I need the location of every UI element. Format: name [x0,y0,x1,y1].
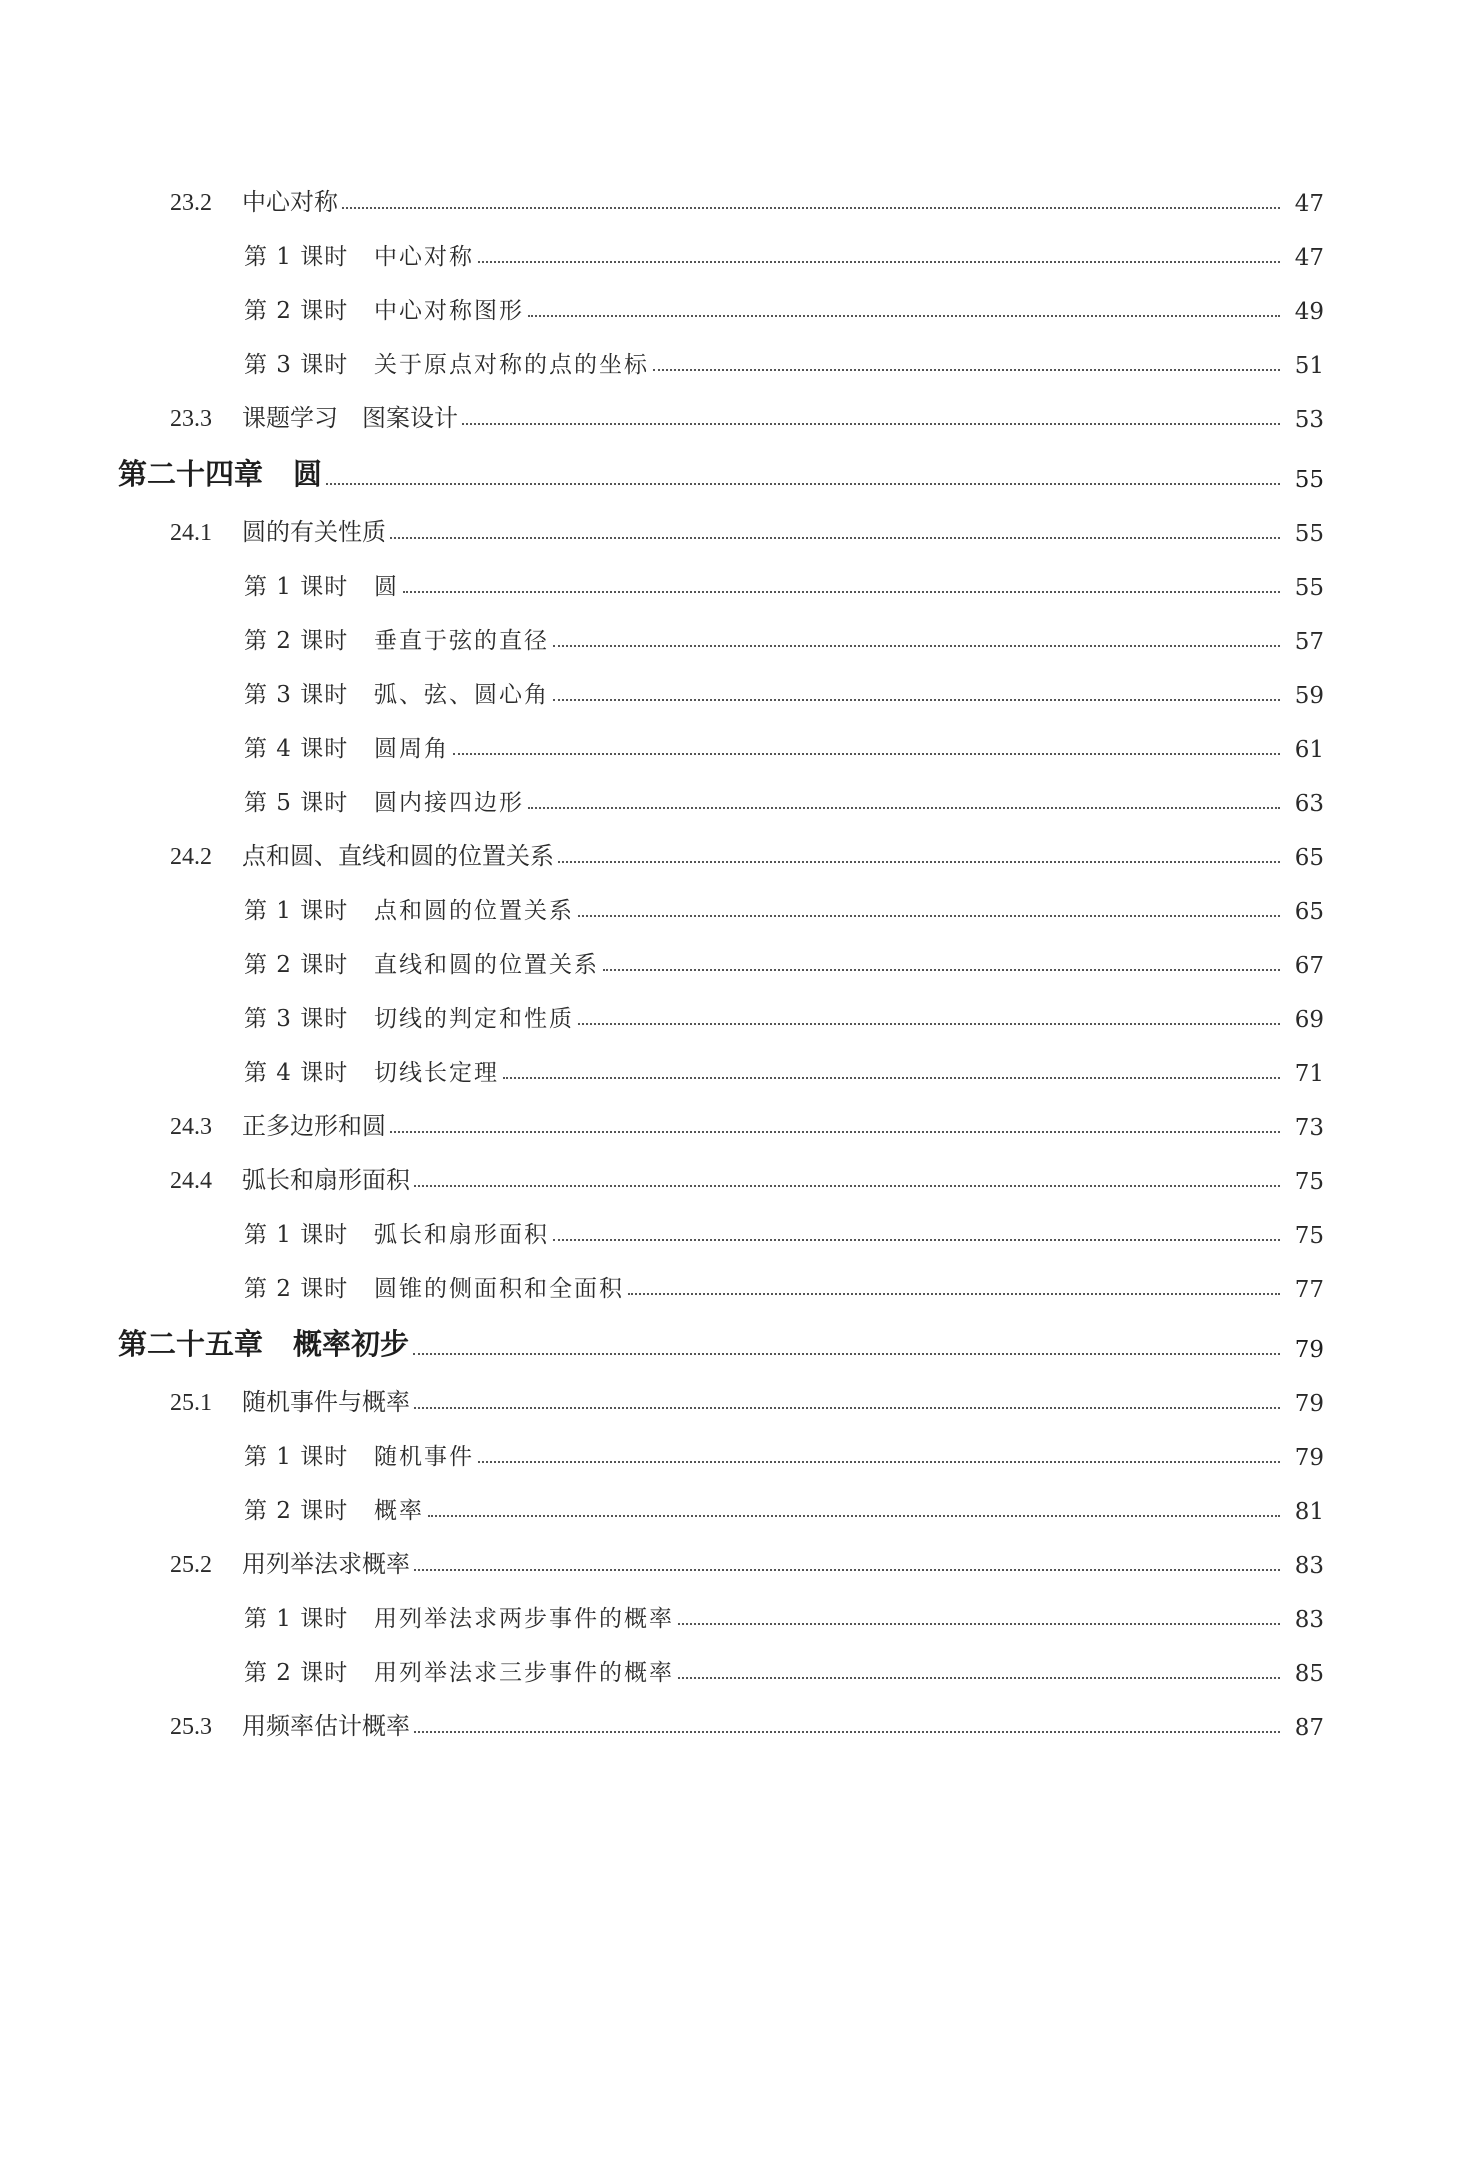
dot-leader [414,1185,1280,1187]
dot-leader [678,1623,1280,1625]
toc-entry-title: 随机事件与概率 [242,1388,410,1416]
toc-entry-number: 第 3 课时 [244,352,349,378]
dot-leader [342,207,1280,209]
toc-section-row[interactable] [0,379,1472,433]
dot-leader [503,1077,1280,1079]
toc-entry-number: 第 2 课时 [244,1498,349,1524]
dot-leader [403,591,1280,593]
dot-leader [453,753,1280,755]
toc-entry-title: 课题学习 图案设计 [242,404,458,432]
toc-entry-page-number: 49 [1294,299,1324,325]
toc-entry-number: 25.2 [170,1552,212,1578]
toc-lesson-row[interactable] [0,547,1472,601]
toc-entry-number: 23.3 [170,406,212,432]
toc-entry-number: 第 2 课时 [244,952,349,978]
toc-lesson-row[interactable] [0,1579,1472,1633]
toc-section-row[interactable] [0,1141,1472,1195]
toc-entry-page-number: 69 [1294,1007,1324,1033]
toc-entry-title: 概率初步 [293,1327,410,1361]
toc-entry-title: 概率 [374,1498,424,1524]
toc-section-row[interactable] [0,1087,1472,1141]
dot-leader [326,483,1280,485]
dot-leader [462,423,1280,425]
dot-leader [428,1515,1280,1517]
toc-entry-title: 圆锥的侧面积和全面积 [374,1276,624,1302]
dot-leader [390,1131,1280,1133]
toc-entry-title: 中心对称 [242,188,338,216]
toc-lesson-row[interactable] [0,979,1472,1033]
toc-entry-page-number: 79 [1294,1445,1324,1471]
toc-entry-title: 圆 [374,574,399,600]
toc-entry-title: 点和圆、直线和圆的位置关系 [242,842,554,870]
dot-leader [553,645,1280,647]
toc-entry-title: 直线和圆的位置关系 [374,952,599,978]
toc-entry-title: 切线长定理 [374,1060,499,1086]
toc-entry-title: 中心对称图形 [374,298,524,324]
toc-lesson-row[interactable] [0,709,1472,763]
toc-entry-number: 第 3 课时 [244,1006,349,1032]
toc-section-row[interactable] [0,1687,1472,1741]
toc-entry-number: 第 1 课时 [244,1222,349,1248]
dot-leader [558,861,1280,863]
toc-lesson-row[interactable] [0,1417,1472,1471]
toc-entry-number: 第 2 课时 [244,1660,349,1686]
toc-section-row[interactable] [0,1525,1472,1579]
toc-entry-title: 弧长和扇形面积 [374,1222,549,1248]
toc-section-row[interactable] [0,1363,1472,1417]
toc-entry-page-number: 53 [1294,407,1324,433]
dot-leader [390,537,1280,539]
toc-entry-page-number: 47 [1294,245,1324,271]
toc-entry-number: 第二十五章 [118,1327,264,1361]
toc-entry-page-number: 61 [1294,737,1324,763]
dot-leader [603,969,1280,971]
toc-lesson-row[interactable] [0,925,1472,979]
toc-entry-page-number: 63 [1294,791,1324,817]
toc-lesson-row[interactable] [0,217,1472,271]
toc-entry-title: 用列举法求概率 [242,1550,410,1578]
dot-leader [414,1407,1280,1409]
toc-entry-page-number: 83 [1294,1607,1324,1633]
toc-entry-number: 第 2 课时 [244,628,349,654]
dot-leader [528,315,1280,317]
dot-leader [578,1023,1280,1025]
toc-entry-page-number: 71 [1294,1061,1324,1087]
toc-entry-page-number: 83 [1294,1553,1324,1579]
table-of-contents [0,163,1472,1741]
toc-entry-number: 第 1 课时 [244,898,349,924]
toc-entry-title: 随机事件 [374,1444,474,1470]
toc-entry-number: 24.3 [170,1114,212,1140]
dot-leader [478,261,1280,263]
toc-entry-title: 用频率估计概率 [242,1712,410,1740]
toc-entry-page-number: 85 [1294,1661,1324,1687]
dot-leader [553,699,1280,701]
toc-entry-title: 点和圆的位置关系 [374,898,574,924]
toc-entry-number: 第 2 课时 [244,298,349,324]
toc-entry-title: 切线的判定和性质 [374,1006,574,1032]
toc-lesson-row[interactable] [0,325,1472,379]
toc-section-row[interactable] [0,163,1472,217]
toc-entry-number: 25.1 [170,1390,212,1416]
toc-lesson-row[interactable] [0,871,1472,925]
toc-entry-page-number: 51 [1294,353,1324,379]
toc-entry-number: 第 2 课时 [244,1276,349,1302]
toc-section-row[interactable] [0,493,1472,547]
dot-leader [478,1461,1280,1463]
toc-entry-title: 用列举法求三步事件的概率 [374,1660,674,1686]
toc-entry-number: 25.3 [170,1714,212,1740]
toc-chapter-row[interactable] [0,433,1472,493]
toc-entry-page-number: 57 [1294,629,1324,655]
toc-entry-number: 第 4 课时 [244,1060,349,1086]
toc-lesson-row[interactable] [0,271,1472,325]
dot-leader [678,1677,1280,1679]
dot-leader [413,1353,1280,1355]
toc-entry-number: 24.1 [170,520,212,546]
toc-chapter-row[interactable] [0,1303,1472,1363]
toc-entry-number: 第 1 课时 [244,1444,349,1470]
toc-entry-page-number: 55 [1294,521,1324,547]
toc-entry-title: 垂直于弦的直径 [374,628,549,654]
toc-entry-number: 第 1 课时 [244,574,349,600]
toc-entry-number: 第二十四章 [118,457,264,491]
toc-entry-page-number: 79 [1294,1391,1324,1417]
dot-leader [414,1569,1280,1571]
toc-entry-page-number: 67 [1294,953,1324,979]
toc-section-row[interactable] [0,817,1472,871]
toc-entry-page-number: 79 [1294,1337,1324,1363]
toc-entry-page-number: 87 [1294,1715,1324,1741]
toc-entry-title: 圆内接四边形 [374,790,524,816]
toc-lesson-row[interactable] [0,1633,1472,1687]
toc-lesson-row[interactable] [0,1249,1472,1303]
toc-entry-page-number: 47 [1294,191,1324,217]
toc-entry-number: 第 5 课时 [244,790,349,816]
toc-entry-number: 23.2 [170,190,212,216]
toc-entry-page-number: 55 [1294,467,1324,493]
toc-entry-title: 圆的有关性质 [242,518,386,546]
toc-entry-page-number: 73 [1294,1115,1324,1141]
toc-entry-title: 弧长和扇形面积 [242,1166,410,1194]
toc-entry-page-number: 75 [1294,1169,1324,1195]
dot-leader [414,1731,1280,1733]
toc-entry-number: 第 1 课时 [244,1606,349,1632]
dot-leader [528,807,1280,809]
toc-entry-page-number: 55 [1294,575,1324,601]
toc-entry-number: 第 1 课时 [244,244,349,270]
toc-entry-page-number: 77 [1294,1277,1324,1303]
dot-leader [553,1239,1280,1241]
toc-entry-title: 圆周角 [374,736,449,762]
toc-entry-number: 第 4 课时 [244,736,349,762]
toc-entry-title: 用列举法求两步事件的概率 [374,1606,674,1632]
toc-entry-number: 24.2 [170,844,212,870]
toc-entry-title: 关于原点对称的点的坐标 [374,352,649,378]
toc-entry-number: 第 3 课时 [244,682,349,708]
toc-entry-page-number: 75 [1294,1223,1324,1249]
dot-leader [628,1293,1280,1295]
toc-entry-title: 中心对称 [374,244,474,270]
toc-entry-title: 圆 [293,457,323,491]
toc-lesson-row[interactable] [0,601,1472,655]
toc-entry-page-number: 65 [1294,899,1324,925]
toc-entry-page-number: 81 [1294,1499,1324,1525]
toc-lesson-row[interactable] [0,1195,1472,1249]
toc-lesson-row[interactable] [0,655,1472,709]
dot-leader [653,369,1280,371]
toc-lesson-row[interactable] [0,1471,1472,1525]
toc-entry-number: 24.4 [170,1168,212,1194]
toc-entry-title: 正多边形和圆 [242,1112,386,1140]
toc-entry-title: 弧、弦、圆心角 [374,682,549,708]
toc-entry-page-number: 65 [1294,845,1324,871]
dot-leader [578,915,1280,917]
toc-lesson-row[interactable] [0,763,1472,817]
toc-entry-page-number: 59 [1294,683,1324,709]
toc-lesson-row[interactable] [0,1033,1472,1087]
